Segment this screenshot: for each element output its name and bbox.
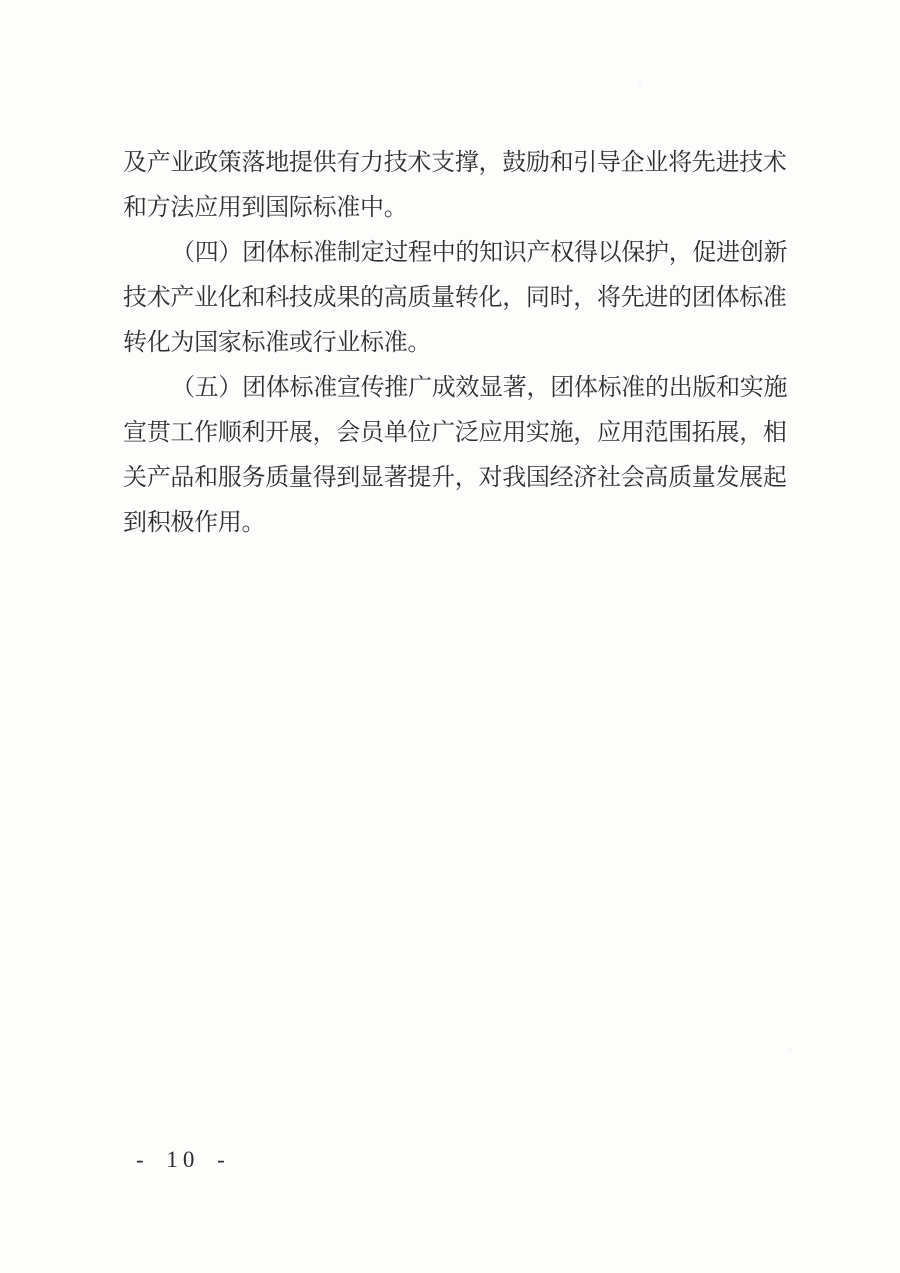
text-line: 转化为国家标准或行业标准。 bbox=[123, 330, 432, 356]
text-line: （四）团体标准制定过程中的知识产权得以保护，促进创新 bbox=[171, 240, 788, 266]
text-line: （五）团体标准宣传推广成效显著，团体标准的出版和实施 bbox=[171, 375, 788, 401]
text-line: 到积极作用。 bbox=[123, 510, 266, 536]
text-line: 和方法应用到国际标准中。 bbox=[123, 195, 408, 221]
body-text bbox=[123, 141, 793, 546]
page-number: - 10 - bbox=[136, 1147, 230, 1172]
text-line: 宣贯工作顺利开展，会员单位广泛应用实施，应用范围拓展，相 bbox=[123, 420, 787, 446]
text-line: 关产品和服务质量得到显著提升，对我国经济社会高质量发展起 bbox=[123, 465, 787, 491]
paragraph bbox=[123, 141, 793, 231]
text-line: 技术产业化和科技成果的高质量转化，同时，将先进的团体标准 bbox=[123, 285, 787, 311]
paragraph bbox=[123, 366, 793, 546]
paragraph bbox=[123, 231, 793, 366]
text-line: 及产业政策落地提供有力技术支撑，鼓励和引导企业将先进技术 bbox=[123, 150, 787, 176]
